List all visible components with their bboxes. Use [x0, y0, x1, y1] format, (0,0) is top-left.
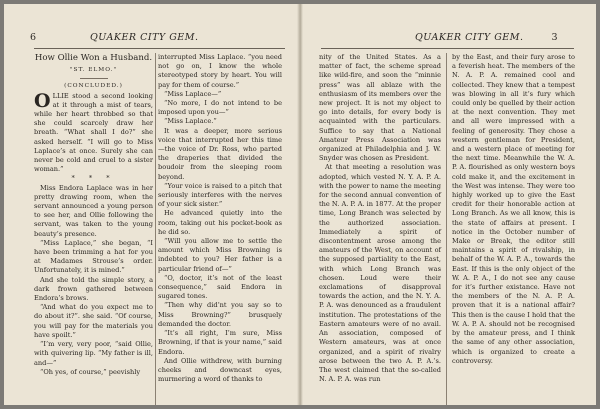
paragraph: “Miss Laplace.”: [164, 117, 217, 126]
paragraph: “O, doctor, it’s not of the least consequence,” said Endora in sugared tones.: [158, 273, 282, 301]
right-page-header: [327, 32, 582, 46]
header-rule: [34, 48, 285, 49]
right-column-2: [452, 53, 575, 366]
paragraph: “It’s all right, I’m sure, Miss Browning, if that is your name,” said Endora.: [158, 329, 282, 356]
page-number: 3: [551, 32, 558, 43]
paragraph: “No more, I do not intend to be imposed upon you—”: [158, 99, 282, 117]
paragraph: He advanced quietly into the room, taking out his pocket-book as he did so.: [158, 209, 282, 236]
paragraph: “Miss Laplace,” she began, “I have been trimming a hat for you at Madames Strouse’s order. Unfortunately, it is mined.”: [34, 238, 153, 275]
paragraph: And Ollie withdrew, with burning cheeks and downcast eyes, murmering a word of thanks to: [158, 356, 282, 384]
story-byline: "ST. ELMO.": [69, 67, 118, 74]
paragraph: At that meeting a resolution was adopted, which vested N. Y. A. P. A. with the power to name the meeting for the second annual convention of the N. A. P. A. in 1877. At the proper time, Long Branch was selected by the authorized association. Immediately a spirit of discontentment arose among the amateurs of the West, on account of the supposed partiality to the East, with which Long Branch was chosen. Loud were their exclamations of disapproval towards the action, and the N. Y. A. P. A. was denounced as a fraudulent institution. The protestations of the Eastern amateurs were of no avail. An association, composed of Western amateurs, was at once organized, and a spirit of rivalry arose between the two A. P. A.’s. The west claimed that the so-called N. A. P. A. was run: [319, 163, 441, 384]
paragraph: “Then why did’nt you say so to Miss Browning?” brusquely demanded the doctor.: [158, 301, 282, 328]
concluded-label: (CONCLUDED.): [64, 83, 123, 90]
paragraph: “Miss Laplace—”: [164, 89, 222, 98]
drop-cap: O: [34, 89, 51, 112]
paragraph: by the East, and their fury arose to a feverish heat. The members of the N. A. P. A. remained cool and collected. They knew that a tempest was blowing in all it’s fury which could only be quelled by their action at the next convention. They met and all were impressed with a feeling of generosity. They chose a western gentleman for President, and a western place of meeting for the next time. Meanwhile the W. A. P. A. flourished as only western boys cold make it, and the excitement in the West was intense. They were too highly worked up to give the East credit for their honorable action at Long Branch. As we all know, this is the state of affairs at present. I notice in the October number of Make or Break, the editor still maintains a spirit of rivalship, in behalf of the W. A. P. A., towards the East. If this is the only object of the W. A. P. A., I do not see any cause for it’s further existance. Have not the members of the N. A. P. A. proven that it is a national affair? This then is the cause I hold that the W. A. P. A. should not be recognised by the amateur press, and I think the same of any other association, which is organized to create a controversy.: [452, 53, 575, 365]
paragraph: “And what do you expect me to do about it?”. she said. “Of course, you will pay for the materials you have spoilt.”: [34, 303, 153, 339]
left-column-2: [158, 53, 282, 384]
paragraph: “Your voice is raised to a pitch that seriously interferes with the nerves of your sick sister.”: [158, 181, 282, 209]
left-page: [4, 4, 299, 405]
column-separator: [446, 53, 447, 405]
running-title: QUAKER CITY GEM.: [415, 32, 524, 43]
paragraph: [34, 89, 153, 175]
paragraph: “Oh yes, of course,” peevishly: [40, 367, 141, 376]
paragraph-text: LLIE stood a second looking at it through a mist of tears, while her heart throbbed so that she could scarcely draw her breath. “What shall I do?” she asked herself. “I will go to Miss Laplace’s at once. Surely she can never be cold and cruel to a sister woman.”: [34, 91, 153, 174]
paragraph: It was a deeper, more serious voice that interrupted her this time—the voice of Dr. Ross, who parted the draperies that divided the boudoir from the sleeping room beyond.: [158, 126, 282, 181]
left-page-header: [30, 32, 285, 46]
column-separator: [155, 53, 156, 405]
story-title: How Ollie Won a Husband.: [34, 53, 153, 63]
title-divider: [80, 78, 108, 79]
paragraph: “I’m very, very poor, “said Ollie, with quivering lip. “My father is ill, and—”: [34, 340, 153, 367]
header-rule: [321, 48, 574, 49]
paragraph: Miss Endora Laplace was in her pretty drawing room, when the servant announced a young person to see her, and Ollie following the servant, was taken to the young beauty’s presence.: [34, 183, 153, 238]
paragraph: interrupted Miss Laplace. “you need not go on, I know the whole stereotyped story by heart. You will pay for them of course.”: [158, 53, 282, 89]
paragraph: nity of the United States. As a matter of fact, the scheme spread like wild-fire, and soon the “minnie press” was all ablaze with the enthusiasm of its members over the new project. It is not my object to go into details, for every body is acquainted with the particulars. Suffice to say that a National Amateur Press Association was organized at Philadelphia and J. W. Snyder was chosen as President.: [319, 53, 441, 163]
right-page: [301, 4, 596, 405]
paragraph: And she told the simple story, a dark frown gathered between Endora’s brows.: [34, 275, 153, 303]
paragraph: “Will you allow me to settle the amount which Miss Browning is indebted to you? Her father is a particular friend of—”: [158, 237, 282, 273]
page-number: 6: [30, 32, 37, 43]
section-break: * * *: [71, 174, 116, 183]
running-title: QUAKER CITY GEM.: [90, 32, 199, 43]
newspaper-spread: [4, 4, 596, 405]
right-column-1: [319, 53, 441, 384]
left-column-1: [34, 53, 153, 377]
